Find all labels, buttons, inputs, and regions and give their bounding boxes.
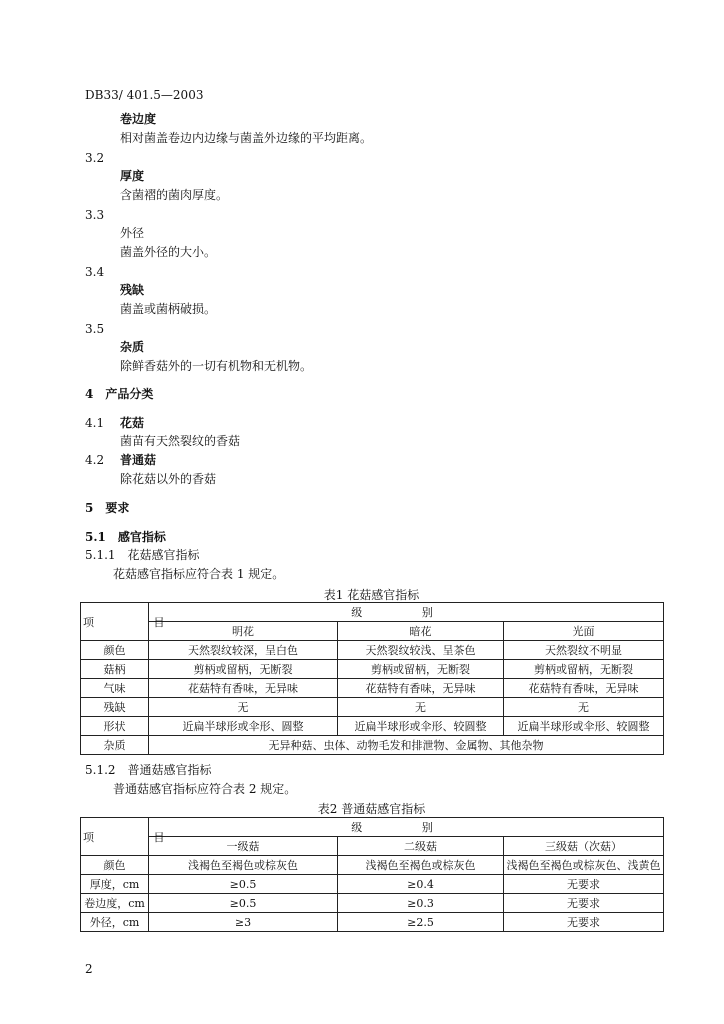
row-label: 杂质 xyxy=(81,736,149,755)
table-cell: ≥3 xyxy=(149,913,338,932)
table-cell: 剪柄或留柄，无断裂 xyxy=(149,660,338,679)
table-row xyxy=(81,875,664,894)
term-def-thickness: 含菌褶的菌肉厚度。 xyxy=(120,188,229,202)
term-title-diameter: 外径 xyxy=(120,226,145,240)
table-cell: 无要求 xyxy=(504,875,664,894)
table-2-grade-2: 二级菇 xyxy=(338,837,504,856)
table-cell: 无 xyxy=(149,698,338,717)
section-4-2-num: 4.2 xyxy=(85,453,105,467)
table-cell: 剪柄或留柄，无断裂 xyxy=(338,660,504,679)
row-label: 形状 xyxy=(81,717,149,736)
table-cell: 近扁半球形或伞形、较圆整 xyxy=(504,717,664,736)
term-def-defect: 菌盖或菌柄破损。 xyxy=(120,302,217,316)
section-5-1-heading: 5.1 感官指标 xyxy=(85,530,166,544)
table-cell: 无 xyxy=(504,698,664,717)
table-cell: 无要求 xyxy=(504,913,664,932)
table-cell: 浅褐色至褐色或棕灰色、浅黄色 xyxy=(504,856,664,875)
table-cell: 无异种菇、虫体、动物毛发和排泄物、金属物、其他杂物 xyxy=(149,736,664,755)
table-cell: 天然裂纹较深，呈白色 xyxy=(149,641,338,660)
term-title-curl: 卷边度 xyxy=(120,112,157,126)
section-5-1-2-heading: 5.1.2 普通菇感官指标 xyxy=(85,763,212,777)
table-cell: 无 xyxy=(338,698,504,717)
term-def-curl: 相对菌盖卷边内边缘与菌盖外边缘的平均距离。 xyxy=(120,131,373,145)
table-cell: 近扁半球形或伞形、圆整 xyxy=(149,717,338,736)
table-row xyxy=(81,913,664,932)
table-cell: 无要求 xyxy=(504,894,664,913)
table-row xyxy=(81,679,664,698)
section-4-2-text: 除花菇以外的香菇 xyxy=(120,472,217,486)
term-def-impurity: 除鲜香菇外的一切有机物和无机物。 xyxy=(120,359,313,373)
term-def-diameter: 菌盖外径的大小。 xyxy=(120,245,217,259)
row-label: 颜色 xyxy=(81,856,149,875)
table-cell: 剪柄或留柄，无断裂 xyxy=(504,660,664,679)
term-num-defect: 3.4 xyxy=(85,265,105,279)
table-cell: ≥0.5 xyxy=(149,875,338,894)
table-row xyxy=(81,856,664,875)
table-1 xyxy=(80,602,664,755)
table-cell: 花菇特有香味，无异味 xyxy=(338,679,504,698)
table-row xyxy=(81,641,664,660)
section-4-1-title: 花菇 xyxy=(120,416,145,430)
table-row xyxy=(81,736,664,755)
section-5-heading: 5 要求 xyxy=(85,501,130,515)
table-cell: 花菇特有香味，无异味 xyxy=(149,679,338,698)
table-1-grade-header: 级 别 xyxy=(149,603,664,622)
table-2 xyxy=(80,817,664,932)
table-cell: 天然裂纹不明显 xyxy=(504,641,664,660)
table-row xyxy=(81,894,664,913)
table-2-caption: 表2 普通菇感官指标 xyxy=(317,802,426,816)
section-4-1-text: 菌苗有天然裂纹的香菇 xyxy=(120,434,241,448)
table-cell: 天然裂纹较浅、呈茶色 xyxy=(338,641,504,660)
row-label: 颜色 xyxy=(81,641,149,660)
term-title-thickness: 厚度 xyxy=(120,169,145,183)
document-code: DB33/ 401.5—2003 xyxy=(85,88,204,102)
table-1-item-header: 项 目 xyxy=(81,603,149,641)
table-row xyxy=(81,698,664,717)
section-5-1-1-heading: 5.1.1 花菇感官指标 xyxy=(85,548,200,562)
table-cell: ≥0.4 xyxy=(338,875,504,894)
section-5-1-1-text: 花菇感官指标应符合表 1 规定。 xyxy=(113,567,285,581)
table-2-grade-header: 级 别 xyxy=(149,818,664,837)
table-row xyxy=(81,717,664,736)
table-cell: 浅褐色至褐色或棕灰色 xyxy=(338,856,504,875)
page-number: 2 xyxy=(85,962,93,976)
table-2-item-header: 项 目 xyxy=(81,818,149,856)
term-num-thickness: 3.2 xyxy=(85,151,105,165)
table-1-grade-1: 明花 xyxy=(149,622,338,641)
table-1-grade-2: 暗花 xyxy=(338,622,504,641)
table-cell: ≥0.3 xyxy=(338,894,504,913)
row-label: 厚度，cm xyxy=(81,875,149,894)
row-label: 菇柄 xyxy=(81,660,149,679)
table-2-grade-3: 三级菇（次菇） xyxy=(504,837,664,856)
term-num-impurity: 3.5 xyxy=(85,322,105,336)
table-cell: 近扁半球形或伞形、较圆整 xyxy=(338,717,504,736)
table-cell: ≥2.5 xyxy=(338,913,504,932)
term-num-diameter: 3.3 xyxy=(85,208,105,222)
section-4-1-num: 4.1 xyxy=(85,416,105,430)
table-cell: ≥0.5 xyxy=(149,894,338,913)
table-1-grade-3: 光面 xyxy=(504,622,664,641)
table-row xyxy=(81,660,664,679)
term-title-defect: 残缺 xyxy=(120,283,145,297)
table-2-grade-1: 一级菇 xyxy=(149,837,338,856)
section-4-2-title: 普通菇 xyxy=(120,453,157,467)
table-cell: 花菇特有香味，无异味 xyxy=(504,679,664,698)
term-title-impurity: 杂质 xyxy=(120,340,145,354)
section-4-heading: 4 产品分类 xyxy=(85,387,154,401)
table-cell: 浅褐色至褐色或棕灰色 xyxy=(149,856,338,875)
row-label: 外径，cm xyxy=(81,913,149,932)
row-label: 残缺 xyxy=(81,698,149,717)
section-5-1-2-text: 普通菇感官指标应符合表 2 规定。 xyxy=(113,782,297,796)
table-1-caption: 表1 花菇感官指标 xyxy=(323,588,420,602)
row-label: 卷边度，cm xyxy=(81,894,149,913)
row-label: 气味 xyxy=(81,679,149,698)
